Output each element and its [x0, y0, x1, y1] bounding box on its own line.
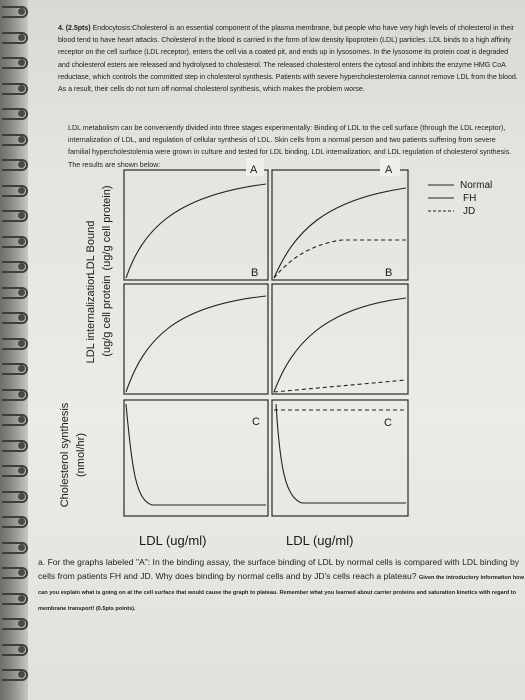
panel-tag-c-left: C	[252, 416, 260, 428]
part-a-prompt: For the graphs labeled "A": In the binding assay, the surface binding of LDL by normal cells is compared with LDL binding by cells from patients FH and JD. Why does binding by normal cells and by JD's cells reach a plateau?	[38, 557, 520, 581]
curve-a-right-normal	[274, 188, 406, 278]
xlabel-right: LDL (ug/ml)	[286, 533, 354, 548]
question-number: 4. (2.5pts)	[58, 24, 91, 32]
legend-jd-label: JD	[463, 206, 476, 217]
panel-tag-a-right: A	[385, 164, 393, 176]
curve-b-left-normal	[126, 296, 266, 392]
curve-a-left-normal	[126, 184, 266, 278]
panel-b-left-frame	[124, 284, 268, 394]
legend-fh-label: FH	[463, 193, 477, 204]
legend-normal-label: Normal	[460, 180, 493, 191]
ylabel-synthesis-line1: Cholesterol synthesis	[59, 402, 71, 508]
intro-text: Endocytosis:Cholesterol is an essential component of the plasma membrane, but people who have very high levels of cholesterol in their blood tend to have heart attacks. Cholesterol in the blood is carried in the form of low density lipoprotein (LDL) particles. LDL binds to a high affinity receptor on the cell surface (LDL receptor), enters the cell via a coated pit, and ends up in lysosomes. In the lysosome its protein coat is degraded and cholesterol esters are released and hydrolysed to cholesterol. The released cholesterol enters the cytosol and inhibits the enzyme HMG CoA reductase, which controls the committed step in cholesterol synthesis. Patients with severe hypercholesterolemia cannot remove LDL from the blood. As a result, their cells do not turn off normal cholesterol synthesis, which makes the problem worse.	[58, 24, 518, 94]
metabolism-text: LDL metabolism can be conveniently divided into three stages experimentally: Binding of LDL to the cell surface (through the LDL receptor), internalization of LDL, and regulation of cellular synthesis of LDL. Skin cells from a normal person and two patients suffering from severe familial hypercholestolemia were grown in culture and tested for LDL binding, LDL internalization, and LDL regulation of cholesterol synthesis. The results are shown below:	[68, 124, 512, 169]
ylabel-internalization-line2: (ug/g cell protein	[101, 275, 113, 357]
part-a-question	[38, 556, 525, 616]
xlabel-left: LDL (ug/ml)	[139, 533, 207, 548]
panel-c-left-frame	[124, 400, 268, 516]
panel-tag-b-left: B	[251, 267, 259, 279]
panel-tag-a-left: A	[250, 164, 258, 176]
ylabel-synthesis-line2: (nmol/hr)	[75, 432, 87, 478]
panel-tag-b-right: B	[385, 267, 393, 279]
panel-a-right-frame	[272, 170, 408, 280]
curve-b-right-jd	[274, 380, 406, 392]
curve-b-right-normal	[274, 298, 406, 392]
part-a-label: a.	[38, 557, 46, 567]
ylabel-internalization-line1: LDL internalization	[85, 272, 97, 364]
curve-c-left-normal	[126, 404, 266, 505]
worksheet-page	[24, 0, 525, 700]
panel-tag-c-right: C	[384, 417, 392, 429]
ylabel-binding-line1: LDL Bound	[85, 220, 97, 276]
part-a-hint: Given the introductory information how can you explain what is going on at the cell surface that would cause the graph to plateau. Remember what you learned about carrier proteins and saturation kinetics with regard to membrane transport! (0.5pts points).	[38, 574, 524, 612]
ylabel-binding-line2: (ug/g cell protein)	[101, 185, 113, 271]
